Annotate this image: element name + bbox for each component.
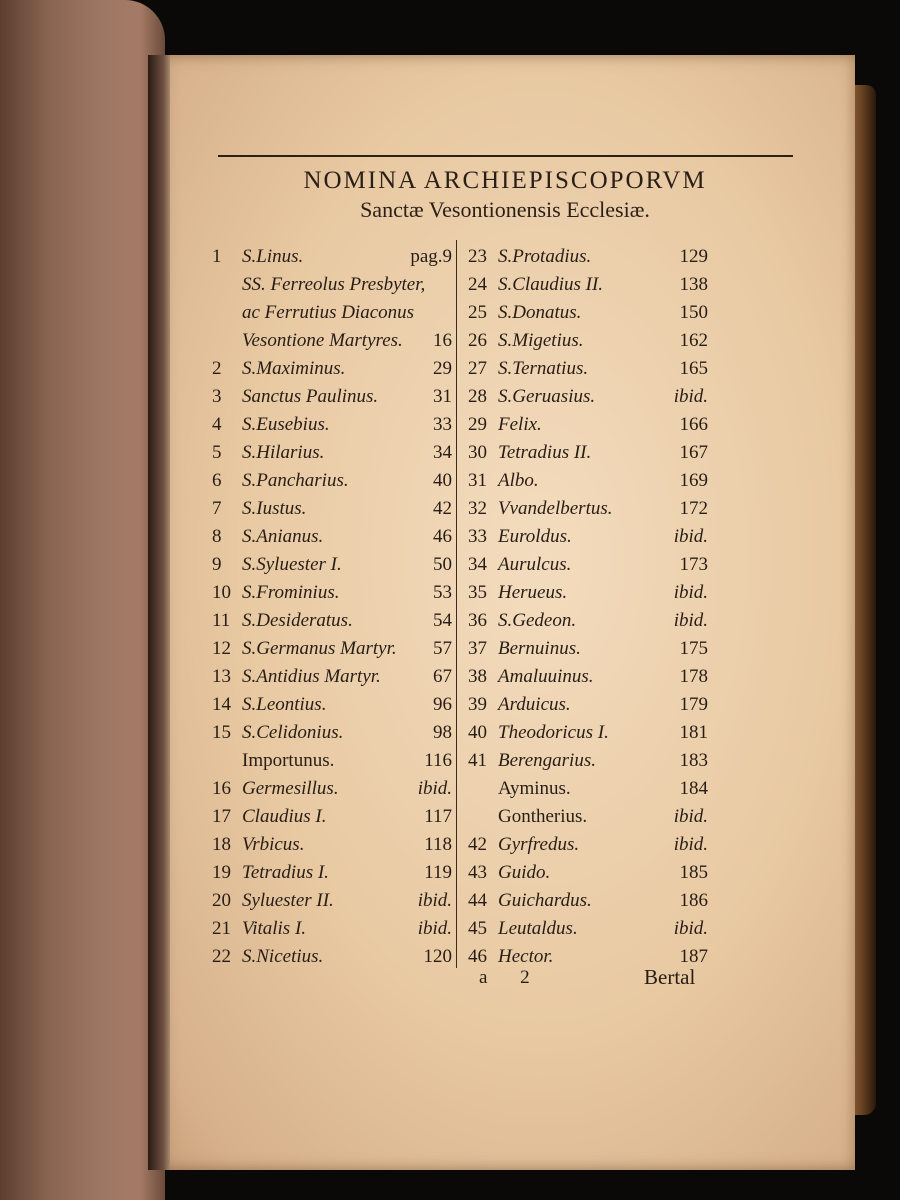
entry-number: 11: [212, 610, 231, 631]
entry-number: 30: [468, 442, 487, 463]
index-entry: [468, 327, 708, 355]
index-entry: [212, 915, 452, 943]
entry-page: 167: [679, 442, 708, 463]
entry-name: Vvandelbertus.: [498, 498, 613, 519]
index-entry: [212, 327, 452, 355]
entry-number: 45: [468, 918, 487, 939]
entry-page: 57: [433, 638, 452, 659]
entry-name: S.Gedeon.: [498, 610, 577, 631]
entry-name: S.Anianus.: [242, 526, 324, 547]
entry-name: S.Desideratus.: [242, 610, 353, 631]
entry-page: 117: [424, 806, 452, 827]
entry-page: 119: [424, 862, 452, 883]
entry-name: S.Leontius.: [242, 694, 327, 715]
entry-name: S.Hilarius.: [242, 442, 325, 463]
entry-name: Aurulcus.: [498, 554, 572, 575]
entry-page: 34: [433, 442, 452, 463]
entry-page: 187: [679, 946, 708, 967]
index-entry: [468, 635, 708, 663]
entry-name: SS. Ferreolus Presbyter,: [242, 274, 426, 295]
entry-page: 129: [679, 246, 708, 267]
entry-number: 25: [468, 302, 487, 323]
entry-name: S.Frominius.: [242, 582, 340, 603]
entry-page: 96: [433, 694, 452, 715]
entry-number: 27: [468, 358, 487, 379]
entry-name: S.Antidius Martyr.: [242, 666, 381, 687]
book-page: [155, 55, 855, 1170]
entry-page: 183: [679, 750, 708, 771]
entry-name: Claudius I.: [242, 806, 327, 827]
index-entry: [212, 467, 452, 495]
entry-number: 8: [212, 526, 222, 547]
entry-page: 179: [679, 694, 708, 715]
entry-page: pag.9: [410, 246, 452, 267]
index-entry: [212, 803, 452, 831]
entry-page: 138: [679, 274, 708, 295]
entry-name: S.Donatus.: [498, 302, 582, 323]
index-entry: [468, 383, 708, 411]
entry-number: 42: [468, 834, 487, 855]
entry-number: 40: [468, 722, 487, 743]
entry-number: 5: [212, 442, 222, 463]
entry-name: S.Pancharius.: [242, 470, 349, 491]
index-entry: [212, 271, 452, 299]
index-entry: [468, 355, 708, 383]
index-entry: [468, 551, 708, 579]
index-entry: [212, 943, 452, 971]
index-entry: [468, 775, 708, 803]
index-entry: [212, 523, 452, 551]
entry-name: Euroldus.: [498, 526, 572, 547]
entry-page: 181: [679, 722, 708, 743]
entry-page: 50: [433, 554, 452, 575]
entry-page: ibid.: [673, 610, 708, 631]
entry-page: 185: [679, 862, 708, 883]
entry-number: 37: [468, 638, 487, 659]
entry-page: 29: [433, 358, 452, 379]
entry-number: 44: [468, 890, 487, 911]
entry-name: Gontherius.: [498, 806, 588, 827]
entry-name: Germesillus.: [242, 778, 339, 799]
index-entry: [468, 607, 708, 635]
entry-name: Gyrfredus.: [498, 834, 580, 855]
index-entry: [212, 719, 452, 747]
entry-number: 20: [212, 890, 231, 911]
entry-page: 184: [679, 778, 708, 799]
index-entry: [212, 691, 452, 719]
index-entry: [212, 439, 452, 467]
entry-page: 116: [424, 750, 452, 771]
index-entry: [468, 915, 708, 943]
entry-name: Importunus.: [242, 750, 335, 771]
entry-number: 24: [468, 274, 487, 295]
entry-name: Guichardus.: [498, 890, 592, 911]
entry-number: 19: [212, 862, 231, 883]
index-entry: [468, 439, 708, 467]
entry-number: 12: [212, 638, 231, 659]
entry-name: ac Ferrutius Diaconus: [242, 302, 415, 323]
entry-number: 4: [212, 414, 222, 435]
entry-name: S.Eusebius.: [242, 414, 330, 435]
entry-name: Bernuinus.: [498, 638, 581, 659]
entry-page: 53: [433, 582, 452, 603]
index-entry: [212, 607, 452, 635]
entry-page: ibid.: [673, 526, 708, 547]
entry-number: 29: [468, 414, 487, 435]
entry-name: S.Celidonius.: [242, 722, 344, 743]
index-entry: [468, 411, 708, 439]
index-entry: [468, 887, 708, 915]
entry-number: 41: [468, 750, 487, 771]
index-entry: [212, 747, 452, 775]
entry-name: Tetradius II.: [498, 442, 592, 463]
index-entry: [212, 859, 452, 887]
entry-name: Vesontione Martyres.: [242, 330, 403, 351]
index-entry: [212, 383, 452, 411]
entry-number: 6: [212, 470, 222, 491]
entry-number: 18: [212, 834, 231, 855]
entry-page: 40: [433, 470, 452, 491]
entry-name: S.Nicetius.: [242, 946, 324, 967]
entry-page: ibid.: [417, 890, 452, 911]
entry-name: S.Iustus.: [242, 498, 307, 519]
page-gutter: [148, 55, 170, 1170]
entry-number: 21: [212, 918, 231, 939]
entry-page: 67: [433, 666, 452, 687]
entry-page: 31: [433, 386, 452, 407]
entry-name: Hector.: [498, 946, 554, 967]
index-entry: [468, 691, 708, 719]
entry-name: Amaluuinus.: [498, 666, 594, 687]
index-entry: [212, 551, 452, 579]
entry-page: 165: [679, 358, 708, 379]
entry-number: 36: [468, 610, 487, 631]
column-divider: [456, 240, 457, 968]
entry-number: 34: [468, 554, 487, 575]
index-entry: [212, 579, 452, 607]
entry-name: Theodoricus I.: [498, 722, 609, 743]
index-entry: [212, 243, 452, 271]
entry-page: 172: [679, 498, 708, 519]
entry-name: S.Ternatius.: [498, 358, 589, 379]
index-entry: [468, 243, 708, 271]
entry-page: 42: [433, 498, 452, 519]
entry-name: Berengarius.: [498, 750, 596, 771]
entry-name: Albo.: [498, 470, 539, 491]
entry-number: 9: [212, 554, 222, 575]
entry-page: ibid.: [673, 806, 708, 827]
index-entry: [212, 831, 452, 859]
entry-name: Vitalis I.: [242, 918, 307, 939]
header-rule: [218, 155, 793, 157]
entry-number: 28: [468, 386, 487, 407]
entry-page: 118: [424, 834, 452, 855]
entry-name: S.Migetius.: [498, 330, 584, 351]
entry-page: 166: [679, 414, 708, 435]
entry-page: ibid.: [673, 918, 708, 939]
index-entry: [468, 663, 708, 691]
index-entry: [212, 355, 452, 383]
entry-number: 1: [212, 246, 222, 267]
entry-page: 16: [433, 330, 452, 351]
entry-page: 98: [433, 722, 452, 743]
entry-name: S.Syluester I.: [242, 554, 342, 575]
entry-page: 33: [433, 414, 452, 435]
entry-number: 3: [212, 386, 222, 407]
entry-page: 173: [679, 554, 708, 575]
entry-number: 10: [212, 582, 231, 603]
entry-name: Guido.: [498, 862, 551, 883]
entry-page: ibid.: [673, 834, 708, 855]
index-entry: [212, 775, 452, 803]
entry-number: 43: [468, 862, 487, 883]
entry-page: 186: [679, 890, 708, 911]
entry-number: 13: [212, 666, 231, 687]
index-entry: [468, 495, 708, 523]
entry-name: S.Maximinus.: [242, 358, 346, 379]
index-entry: [468, 831, 708, 859]
index-entry: [468, 747, 708, 775]
entry-name: S.Protadius.: [498, 246, 592, 267]
entry-number: 38: [468, 666, 487, 687]
entry-name: S.Linus.: [242, 246, 304, 267]
entry-page: 162: [679, 330, 708, 351]
entry-name: Sanctus Paulinus.: [242, 386, 379, 407]
facing-page: [0, 0, 165, 1200]
entry-name: Vrbicus.: [242, 834, 305, 855]
index-entry: [468, 859, 708, 887]
index-entry: [212, 887, 452, 915]
entry-page: 178: [679, 666, 708, 687]
entry-number: 26: [468, 330, 487, 351]
signature-mark: a 2: [479, 967, 544, 988]
entry-page: 150: [679, 302, 708, 323]
entry-name: S.Claudius II.: [498, 274, 604, 295]
entry-page: ibid.: [673, 386, 708, 407]
entry-name: S.Geruasius.: [498, 386, 596, 407]
entry-name: S.Germanus Martyr.: [242, 638, 397, 659]
entry-page: ibid.: [673, 582, 708, 603]
entry-name: Arduicus.: [498, 694, 571, 715]
entry-number: 7: [212, 498, 222, 519]
entry-number: 2: [212, 358, 222, 379]
entry-page: ibid.: [417, 778, 452, 799]
entry-number: 33: [468, 526, 487, 547]
entry-number: 35: [468, 582, 487, 603]
entry-name: Herueus.: [498, 582, 568, 603]
index-entry: [468, 579, 708, 607]
catchword: Bertal: [644, 965, 696, 989]
entry-page: 120: [423, 946, 452, 967]
index-entry: [468, 523, 708, 551]
entry-name: Leutaldus.: [498, 918, 578, 939]
index-entry: [468, 299, 708, 327]
entry-number: 39: [468, 694, 487, 715]
entry-page: 46: [433, 526, 452, 547]
index-entry: [212, 411, 452, 439]
entry-number: 32: [468, 498, 487, 519]
entry-number: 14: [212, 694, 231, 715]
index-entry: [468, 719, 708, 747]
page-subtitle: Sanctæ Vesontionensis Ecclesiæ.: [360, 197, 650, 222]
entry-page: 169: [679, 470, 708, 491]
entry-number: 17: [212, 806, 231, 827]
entry-number: 31: [468, 470, 487, 491]
entry-number: 23: [468, 246, 487, 267]
index-entry: [212, 495, 452, 523]
entry-page: ibid.: [417, 918, 452, 939]
index-entry: [212, 663, 452, 691]
entry-page: 175: [679, 638, 708, 659]
index-entry: [468, 803, 708, 831]
entry-number: 46: [468, 946, 487, 967]
entry-number: 16: [212, 778, 231, 799]
entry-name: Syluester II.: [242, 890, 334, 911]
index-entry: [468, 271, 708, 299]
entry-name: Ayminus.: [498, 778, 571, 799]
index-entry: [212, 299, 452, 327]
entry-number: 15: [212, 722, 231, 743]
entry-page: 54: [433, 610, 452, 631]
index-entry: [212, 635, 452, 663]
entry-number: 22: [212, 946, 231, 967]
page-title: NOMINA ARCHIEPISCOPORVM: [303, 167, 707, 194]
entry-name: Felix.: [498, 414, 542, 435]
index-entry: [468, 467, 708, 495]
entry-name: Tetradius I.: [242, 862, 329, 883]
